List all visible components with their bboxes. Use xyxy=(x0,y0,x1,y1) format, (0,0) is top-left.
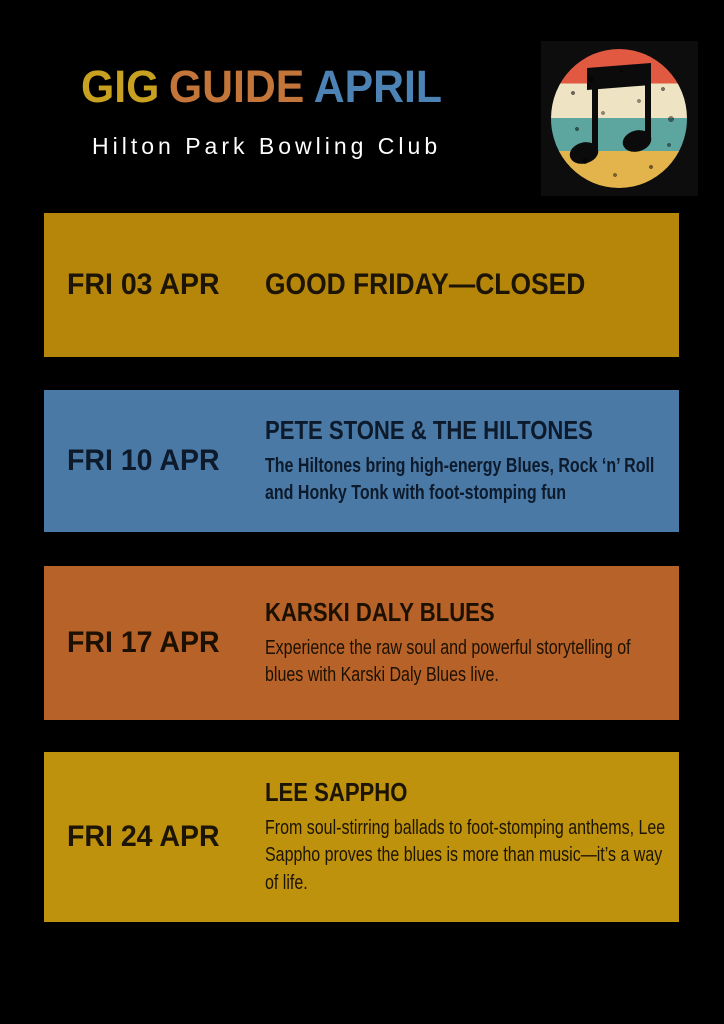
event-description-line: of life. xyxy=(265,871,308,894)
event-description-line: Sappho proves the blues is more than music—it’s a way xyxy=(265,844,663,867)
title-word-gig: GIG xyxy=(81,61,160,112)
event-description-line: From soul-stirring ballads to foot-stomping anthems, Lee xyxy=(265,816,666,839)
retro-striped-circle xyxy=(551,49,687,188)
event-title: PETE STONE & THE HILTONES xyxy=(265,414,593,445)
event-date: FRI 17 APR xyxy=(67,626,220,659)
event-title: GOOD FRIDAY—CLOSED xyxy=(265,268,586,301)
club-logo xyxy=(541,41,698,196)
event-card-fri-10-apr xyxy=(44,390,679,532)
title-word-guide: GUIDE xyxy=(168,61,305,112)
event-title: LEE SAPPHO xyxy=(265,776,408,807)
event-description-line: and Honky Tonk with foot-stomping fun xyxy=(265,482,566,504)
event-info xyxy=(265,268,665,302)
event-description-line: blues with Karski Daly Blues live. xyxy=(265,664,499,686)
event-card-fri-24-apr xyxy=(44,752,679,922)
event-card-fri-17-apr xyxy=(44,566,679,720)
event-description-line: The Hiltones bring high-energy Blues, Rock ‘n’ Roll xyxy=(265,454,655,477)
event-date: FRI 24 APR xyxy=(67,820,220,853)
venue-name: Hilton Park Bowling Club xyxy=(92,133,442,159)
event-date: FRI 03 APR xyxy=(67,268,220,301)
event-info xyxy=(265,777,665,898)
event-info xyxy=(265,597,665,690)
event-date: FRI 10 APR xyxy=(67,444,220,477)
grunge-texture xyxy=(551,49,687,188)
title-word-april: APRIL xyxy=(313,61,443,112)
page-title xyxy=(81,61,452,112)
event-info xyxy=(265,415,665,508)
event-title: KARSKI DALY BLUES xyxy=(265,596,495,627)
event-card-fri-03-apr xyxy=(44,213,679,357)
event-description-line: Experience the raw soul and powerful storytelling of xyxy=(265,636,631,659)
